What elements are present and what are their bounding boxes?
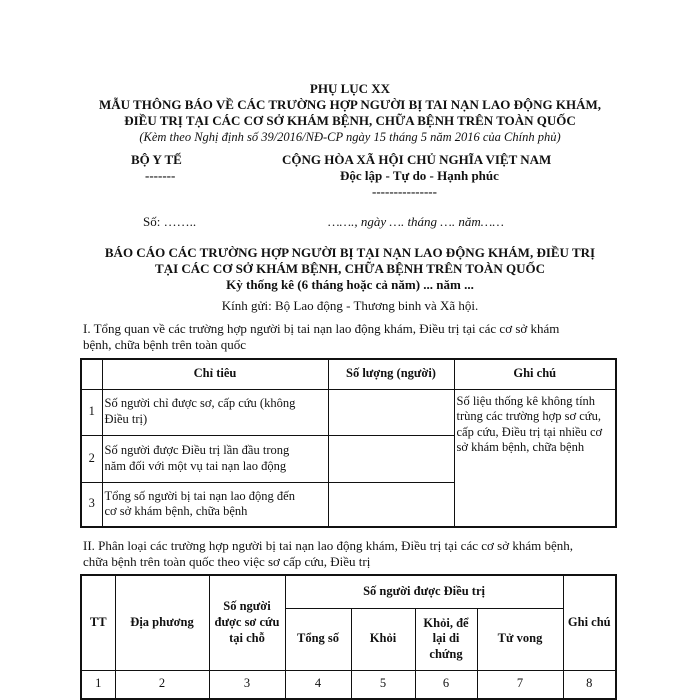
ministry-name: BỘ Y TẾ xyxy=(131,152,182,167)
indicator-text: Số người chỉ được sơ, cấp cứu (không xyxy=(104,396,296,411)
table-row xyxy=(81,670,616,699)
col-first-aid-text: Số người xyxy=(223,599,271,614)
row-number: 1 xyxy=(81,389,102,435)
col-note: Ghi chú xyxy=(563,575,616,670)
index-cell: 5 xyxy=(351,670,415,699)
table-row xyxy=(81,389,616,435)
index-cell: 6 xyxy=(415,670,477,699)
index-cell: 3 xyxy=(209,670,285,699)
col-first-aid-text: tại chỗ xyxy=(229,630,265,645)
indicator-text: cơ sở khám bệnh, chữa bệnh xyxy=(104,504,248,519)
quantity-cell xyxy=(328,435,454,482)
col-sequelae xyxy=(415,608,477,670)
col-recovered: Khỏi xyxy=(351,608,415,670)
indicator-text: Tổng số người bị tai nạn lao động đến xyxy=(104,488,295,503)
col-locality: Địa phương xyxy=(115,575,209,670)
decree-note: (Kèm theo Nghị định số 39/2016/NĐ-CP ngày 15 tháng 5 năm 2016 của Chính phủ) xyxy=(139,130,561,144)
note-text: cấp cứu, Điều trị tại nhiều cơ xyxy=(456,424,603,439)
indicator-text: Điều trị) xyxy=(104,412,148,426)
national-motto: Độc lập - Tự do - Hạnh phúc xyxy=(340,168,499,183)
col-sequelae-text: lại di xyxy=(432,631,460,646)
index-cell: 2 xyxy=(115,670,209,699)
report-recipient: Kính gửi: Bộ Lao động - Thương binh và Xã hội. xyxy=(221,298,479,313)
overview-header-row xyxy=(81,359,616,389)
row-number: 2 xyxy=(81,435,102,482)
indicator-cell xyxy=(102,435,328,482)
form-title-line1: MẪU THÔNG BÁO VỀ CÁC TRƯỜNG HỢP NGƯỜI BỊ TAI NẠN LAO ĐỘNG KHÁM, xyxy=(99,97,601,112)
indicator-cell xyxy=(102,389,328,435)
overview-col-quantity: Số lượng (người) xyxy=(328,359,454,389)
document-number: Số: …….. xyxy=(143,214,197,229)
index-cell: 7 xyxy=(477,670,563,699)
overview-col-indicator: Chỉ tiêu xyxy=(102,359,328,389)
index-cell: 4 xyxy=(285,670,351,699)
report-title-line2: TẠI CÁC CƠ SỞ KHÁM BỆNH, CHỮA BỆNH TRÊN TOÀN QUỐC xyxy=(155,261,545,276)
quantity-cell xyxy=(328,482,454,527)
motto-underline: --------------- xyxy=(372,184,437,199)
indicator-text: Số người được Điều trị lần đầu trong xyxy=(104,442,290,457)
col-first-aid xyxy=(209,575,285,670)
report-title-line1: BÁO CÁO CÁC TRƯỜNG HỢP NGƯỜI BỊ TẠI NẠN LAO ĐỘNG KHÁM, ĐIỀU TRỊ xyxy=(104,245,596,260)
note-text: trùng các trường hợp sơ cứu, xyxy=(456,409,601,424)
section2-heading-line1: II. Phân loại các trường hợp người bị tai nạn lao động khám, Điều trị tại các cơ sở khám bệnh, xyxy=(83,538,573,553)
col-group-treated: Số người được Điều trị xyxy=(285,575,563,608)
overview-table xyxy=(80,358,617,528)
indicator-text: năm đối với một vụ tai nạn lao động xyxy=(104,458,287,473)
note-text: sở khám bệnh, chữa bệnh xyxy=(456,440,585,455)
overview-col-no xyxy=(81,359,102,389)
country-name: CỘNG HÒA XÃ HỘI CHỦ NGHĨA VIỆT NAM xyxy=(282,152,552,167)
ministry-underline: ------- xyxy=(145,168,176,183)
col-sequelae-text: chứng xyxy=(429,646,463,661)
index-cell: 1 xyxy=(81,670,115,699)
classification-table xyxy=(80,574,617,700)
col-death: Tử vong xyxy=(477,608,563,670)
classification-header-row xyxy=(81,575,616,608)
row-number: 3 xyxy=(81,482,102,527)
form-title-line2: ĐIỀU TRỊ TẠI CÁC CƠ SỞ KHÁM BỆNH, CHỮA BỆNH TRÊN TOÀN QUỐC xyxy=(124,113,576,128)
col-first-aid-text: được sơ cứu xyxy=(214,614,280,629)
index-cell: 8 xyxy=(563,670,616,699)
overview-col-note: Ghi chú xyxy=(454,359,616,389)
indicator-cell xyxy=(102,482,328,527)
col-total: Tổng số xyxy=(285,608,351,670)
quantity-cell xyxy=(328,389,454,435)
overview-note-cell xyxy=(454,389,616,527)
section1-heading-line1: I. Tổng quan về các trường hợp người bị tai nạn lao động khám, Điều trị tại các cơ sở khám xyxy=(83,321,560,336)
note-text: Số liệu thống kê không tính xyxy=(456,393,596,408)
report-period: Kỳ thống kê (6 tháng hoặc cả năm) ... năm ... xyxy=(226,277,474,292)
appendix-title: PHỤ LỤC XX xyxy=(309,81,391,96)
section2-heading-line2: chữa bệnh trên toàn quốc theo việc sơ cấp cứu, Điều trị xyxy=(83,554,371,569)
section1-heading-line2: bệnh, chữa bệnh trên toàn quốc xyxy=(83,337,246,352)
date-line: ……., ngày …. tháng …. năm…… xyxy=(328,214,504,229)
col-tt: TT xyxy=(81,575,115,670)
col-sequelae-text: Khỏi, để xyxy=(423,615,469,630)
